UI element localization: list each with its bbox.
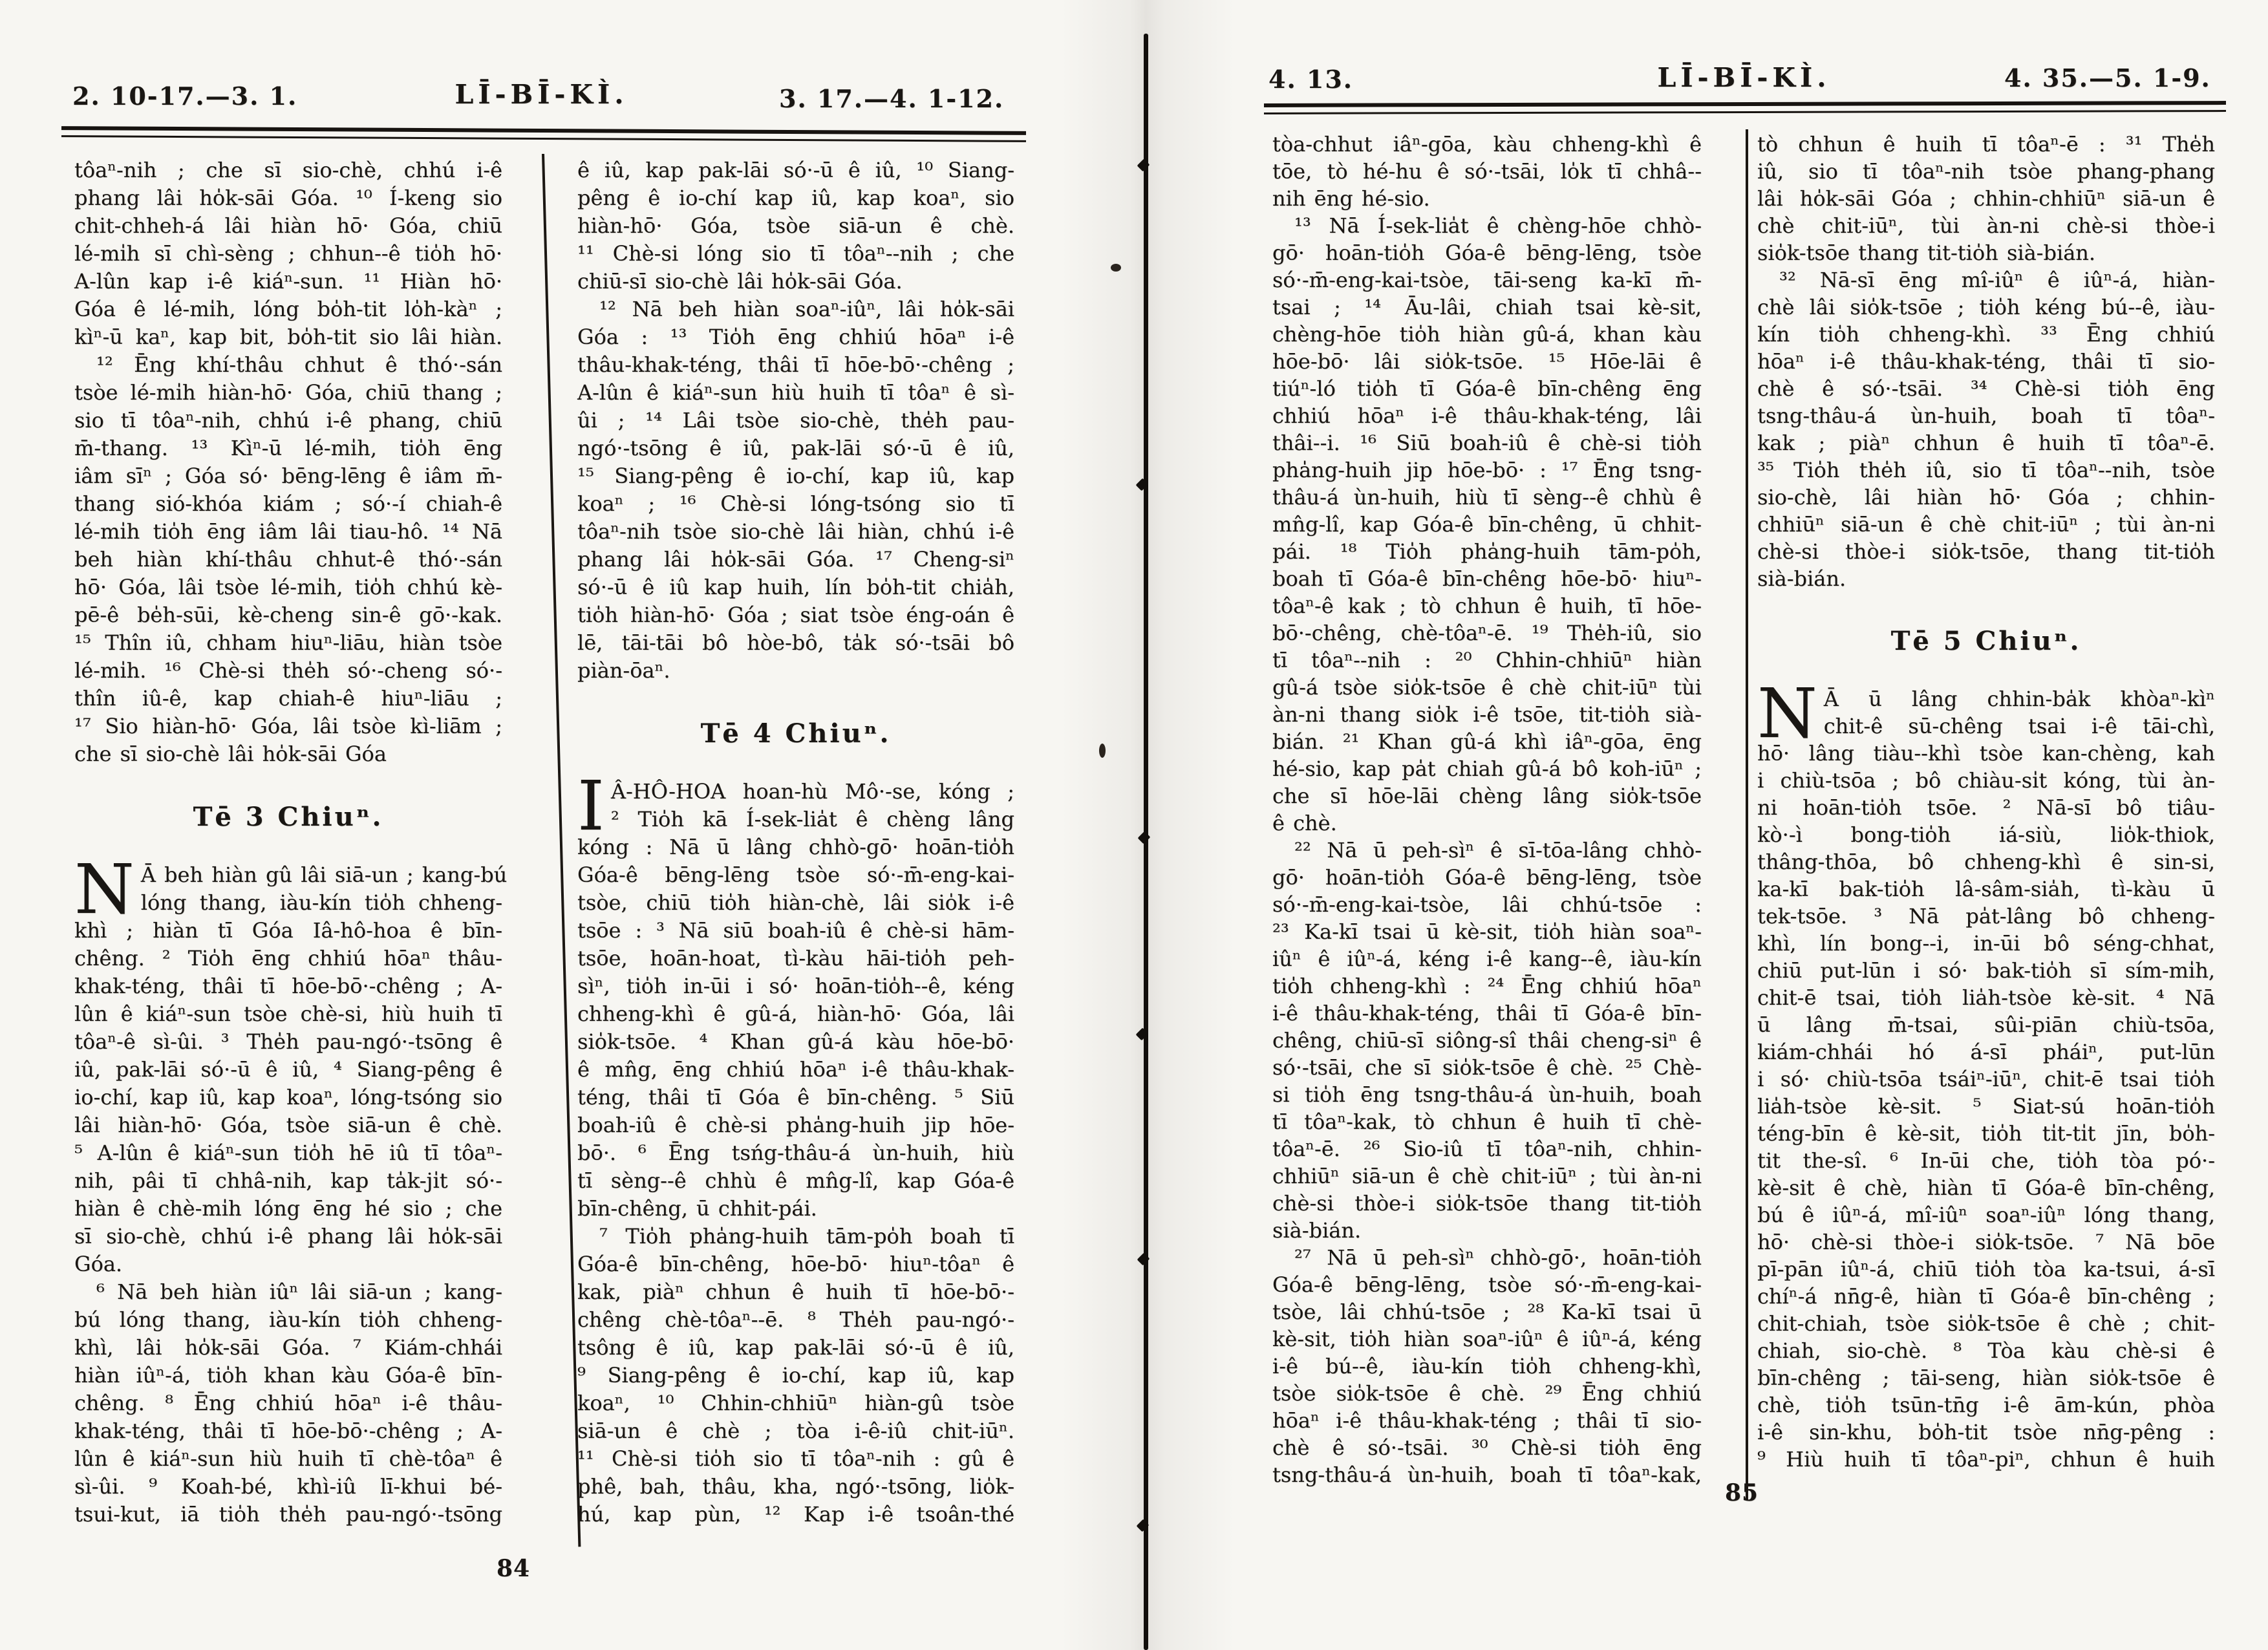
text-line: chit-chiah, tsòe sio̍k-tsōe ê chè ; chit- — [1757, 1311, 2215, 1336]
text-line: A-lûn ê kiáⁿ-sun hiù huih tī tôaⁿ ê sì- — [577, 380, 1014, 405]
text-line: só·-m̄-eng-kai-tsòe, lâi chhú-tsōe : — [1272, 892, 1702, 917]
text-line: boah tī Góa-ê bīn-chêng hōe-bō· hiuⁿ- — [1272, 566, 1702, 591]
chapter-heading: Tē 5 Chiuⁿ. — [1890, 626, 2082, 656]
text-line: ka-kī bak-tio̍h lâ-sâm-sia̍h, tì-kàu ū — [1757, 877, 2215, 901]
text-line: tsui-kut, iā tio̍h the̍h pau-ngó·-tsōng — [74, 1502, 502, 1527]
text-line: Góa-ê bēng-lēng tsòe só·-m̄-eng-kai- — [577, 862, 1014, 887]
text-line: ⁷ Tio̍h pha̍ng-huih tām-po̍h boah tī — [599, 1224, 1014, 1248]
text-line: tôaⁿ-ê kak ; tò chhun ê huih, tī hōe- — [1272, 594, 1702, 618]
text-line: thâng-thōa, bô chheng-khì ê sin-si, — [1757, 850, 2215, 874]
text-line: io-chí, kap iû, kap koaⁿ, lóng-tsóng sio — [74, 1085, 502, 1109]
text-line: ²⁷ Nā ū peh-sìⁿ chhò-gō·, hoān-tio̍h — [1294, 1245, 1702, 1270]
running-ref-right: 3. 17.—4. 1-12. — [779, 84, 1005, 113]
text-line: tī tôaⁿ-kak, tò chhun ê huih tī chè- — [1272, 1109, 1702, 1134]
text-line: chit-ē tsai, tio̍h lia̍h-tsòe kè-sit. ⁴ Nā — [1757, 985, 2215, 1010]
text-line: N Ā ū lâng chhin-ba̍k khòaⁿ-kìⁿ — [1757, 674, 2215, 753]
text-line: siā-un ê chè ; tòa i-ê-iû chit-iūⁿ. — [577, 1419, 1014, 1443]
text-line: téng, thâi tī Góa ê bīn-chêng. ⁵ Siū — [577, 1085, 1014, 1109]
text-line: ni hoān-tio̍h tsōe. ² Nā-sī bô tiâu- — [1757, 795, 2215, 820]
text-line: tsai ; ¹⁴ Āu-lâi, chiah tsai kè-sit, — [1272, 295, 1702, 319]
text-line: chiah, sio-chè. ⁸ Tòa kàu chè-si ê — [1757, 1338, 2215, 1363]
text-line: thâu-khak-téng, thâi tī hōe-bō·-chêng ; — [577, 352, 1014, 377]
running-ref-right: 4. 35.—5. 1-9. — [2004, 63, 2211, 92]
text-line: khak-téng, thâi tī hōe-bō·-chêng ; A- — [74, 974, 502, 998]
text-line: Góa : ¹³ Tio̍h ēng chhiú hōaⁿ i-ê — [577, 325, 1014, 349]
text-line: chit-ê sū-chêng tsai i-ê tāi-chì, — [1823, 714, 2215, 738]
text-line: ¹⁵ Siang-pêng ê io-chí, kap iû, kap — [577, 464, 1014, 488]
text-line: chè ê só·-tsāi. ³⁰ Chè-si tio̍h ēng — [1272, 1435, 1702, 1460]
text-line: tsng-thâu-á ùn-huih, boah tī tôaⁿ-kak, — [1272, 1462, 1702, 1487]
text-line: hō· lâng tiàu--khì tsòe kan-chèng, kah — [1757, 741, 2215, 766]
text-line: iû, pak-lāi só·-ū ê iû, ⁴ Siang-pêng ê — [74, 1057, 502, 1082]
text-line: khak-téng, thâi tī hōe-bō·-chêng ; A- — [74, 1419, 502, 1443]
text-line: i-ê thâu-khak-téng, thâi tī Góa-ê bīn- — [1272, 1001, 1702, 1025]
text-line: boah-iû ê chè-si pha̍ng-huih jip hōe- — [577, 1113, 1014, 1137]
text-line: tsōe : ³ Nā siū boah-iû ê chè-si hām- — [577, 918, 1014, 943]
text-line: chhiūⁿ siā-un ê chè chit-iūⁿ ; tùi àn-ni — [1757, 512, 2215, 537]
text-line: tek-tsōe. ³ Nā pa̍t-lâng bô chheng- — [1757, 904, 2215, 928]
text-line: hōe-bō· lâi sio̍k-tsōe. ¹⁵ Hōe-lāi ê — [1272, 349, 1702, 374]
text-line: Góa-ê bēng-lēng, tsòe só·-m̄-eng-kai- — [1272, 1272, 1702, 1297]
page-number-84: 84 — [497, 1555, 531, 1582]
text-line: tio̍h hiàn-hō· Góa ; siat tsòe éng-oán ê — [577, 603, 1014, 627]
text-line: iûⁿ ê iûⁿ-á, kéng i-ê kang--ê, iàu-kín — [1272, 947, 1702, 971]
text-line: kìⁿ-ū kaⁿ, kap bit, bo̍h-tit sio lâi hiàn. — [74, 325, 502, 349]
text-line: chhiūⁿ siā-un ê chè chit-iūⁿ ; tùi àn-ni — [1272, 1164, 1702, 1188]
column-divider-left-page — [542, 154, 581, 1547]
text-line: só·-tsāi, che sī sio̍k-tsōe ê chè. ²⁵ Chè- — [1272, 1055, 1702, 1080]
text-line: khì, lâi ho̍k-sāi Góa. ⁷ Kiám-chhái — [74, 1335, 502, 1360]
text-line: bō·. ⁶ Ēng tsńg-thâu-á ùn-huih, hiù — [577, 1141, 1014, 1165]
text-line: tiúⁿ-ló tio̍h tī Góa-ê bīn-chêng ēng — [1272, 376, 1702, 401]
text-line: kak, piàⁿ chhun ê huih tī hōe-bō·- — [577, 1280, 1014, 1304]
text-line: ¹³ Nā Í-sek-lia̍t ê chèng-hōe chhò- — [1294, 213, 1702, 238]
text-line: sìⁿ, tio̍h in-ūi i só· hoān-tio̍h--ê, kéng — [577, 974, 1014, 998]
running-ref-left: 2. 10-17.—3. 1. — [72, 81, 298, 111]
chapter-heading: Tē 4 Chiuⁿ. — [700, 718, 892, 749]
text-line: gû-á tsòe sio̍k-tsōe ê chè chit-iūⁿ tùi — [1272, 675, 1702, 700]
text-line: nih ēng hé-sio. — [1272, 186, 1430, 211]
text-line: tòa-chhut iâⁿ-gōa, kàu chheng-khì ê — [1272, 132, 1702, 156]
header-double-rule-bottom — [61, 135, 1026, 142]
text-line: tôaⁿ-nih tsòe sio-chè lâi hiàn, chhú i-ê — [577, 519, 1014, 544]
text-line: bián. ²¹ Khan gû-á khì iâⁿ-gōa, ēng — [1272, 729, 1702, 754]
text-line: àn-ni thang sio̍k i-ê tsōe, tit-tio̍h sià- — [1272, 702, 1702, 727]
text-line: tsng-thâu-á ùn-huih, boah tī tôaⁿ- — [1757, 403, 2215, 428]
text-line: gō· hoān-tio̍h Góa-ê bēng-lēng, tsòe — [1272, 241, 1702, 265]
text-line: chêng. ² Tio̍h ēng chhiú hōaⁿ thâu- — [74, 946, 502, 970]
scan-smudge — [1099, 744, 1106, 758]
text-line: i chiù-tsōa ; bô chiàu-si̍t kóng, tùi àn- — [1757, 768, 2215, 793]
text-line: hú, kap pùn, ¹² Kap i-ê tsoân-thé — [577, 1502, 1014, 1527]
header-double-rule-bottom — [1264, 110, 2226, 114]
text-line: bīn-chêng ; tāi-seng, hiàn sio̍k-tsōe ê — [1757, 1366, 2215, 1390]
text-line: tôaⁿ-ē. ²⁶ Sio-iû tī tôaⁿ-nih, chhin- — [1272, 1137, 1702, 1161]
text-line: khì ; hiàn tī Góa Iâ-hô-hoa ê bīn- — [74, 918, 502, 943]
text-line: ê iû, kap pak-lāi só·-ū ê iû, ¹⁰ Siang- — [577, 158, 1014, 182]
text-line: sià-bián. — [1757, 566, 1846, 591]
left-page-column-2 — [577, 156, 1014, 1528]
text-line: thâi--i. ¹⁶ Siū boah-iû ê chè-si tio̍h — [1272, 431, 1702, 455]
text-line: só·-m̄-eng-kai-tsòe, tāi-seng ka-kī m̄- — [1272, 268, 1702, 292]
page-number-85: 85 — [1725, 1479, 1759, 1506]
text-line: lâi hiàn-hō· Góa, tsòe siā-un ê chè. — [74, 1113, 502, 1137]
text-line: tôaⁿ-nih ; che sī sio-chè, chhú i-ê — [74, 158, 502, 182]
text-line: ⁵ A-lûn ê kiáⁿ-sun tio̍h hē iû tī tôaⁿ- — [74, 1141, 502, 1165]
text-line: kè-sit ê chè, hiàn tī Góa-ê bīn-chêng, — [1757, 1175, 2215, 1200]
text-line: chè lâi sio̍k-tsōe ; tio̍h kéng bú--ê, iàu- — [1757, 295, 2215, 319]
text-line: chhiú hōaⁿ i-ê thâu-khak-téng, lâi — [1272, 403, 1702, 428]
text-line: sio̍k-tsōe thang tit-tio̍h sià-bián. — [1757, 241, 2096, 265]
text-line: m̄-thang. ¹³ Kìⁿ-ū lé-mi̍h, tio̍h ēng — [74, 436, 502, 460]
text-line: ū lâng m̄-tsai, sûi-piān chiù-tsōa, — [1757, 1012, 2215, 1037]
text-line: chè ê só·-tsāi. ³⁴ Chè-si tio̍h ēng — [1757, 376, 2215, 401]
text-line: phang lâi ho̍k-sāi Góa. ¹⁰ Í-keng sio — [74, 186, 502, 210]
text-line: Góa. — [74, 1252, 123, 1276]
text-line: ³⁵ Tio̍h the̍h iû, sio tī tôaⁿ--nih, tsòe — [1757, 458, 2215, 482]
text-line: ²³ Ka-kī tsai ū kè-sit, tio̍h hiàn soaⁿ- — [1272, 919, 1702, 944]
text-line: pha̍ng-huih jip hōe-bō· : ¹⁷ Ēng tsng- — [1272, 458, 1702, 482]
text-line: chiū put-lūn i só· bak-tio̍h sī sím-mi̍h, — [1757, 958, 2215, 983]
left-page-column-1 — [74, 156, 508, 1528]
text-line: bú ê iûⁿ-á, mî-iûⁿ soaⁿ-iûⁿ lóng thang, — [1757, 1203, 2215, 1227]
text-line: tsōe, hoān-hoat, tì-kàu hāi-tio̍h peh- — [577, 946, 1014, 970]
text-line: hiàn ê chè-mi̍h lóng ēng hé sio ; che — [74, 1196, 502, 1221]
text-line: khì, lín bong--i, in-ūi bô séng-chhat, — [1757, 931, 2215, 956]
running-title-right-page: LĪ-BĪ-KÌ. — [1657, 62, 1831, 93]
running-title-left-page: LĪ-BĪ-KÌ. — [455, 79, 628, 110]
text-line: tsòe lé-mi̍h hiàn-hō· Góa, chiū thang ; — [74, 380, 502, 405]
text-line: chêng chè-tôaⁿ--ē. ⁸ The̍h pau-ngó·- — [577, 1307, 1014, 1332]
text-line: kín tio̍h chheng-khì. ³³ Ēng chhiú — [1757, 322, 2215, 347]
text-line: ¹² Ēng khí-thâu chhut ê thó·-sán — [96, 352, 502, 377]
text-line: ⁶ Nā beh hiàn iûⁿ lâi siā-un ; kang- — [96, 1280, 502, 1304]
text-line: pē-ê be̍h-sūi, kè-cheng sin-ê gō·-kak. — [74, 603, 502, 627]
text-line: tsòe, chiū tio̍h hiàn-chè, lâi sio̍k i-ê — [577, 890, 1014, 915]
text-line: ¹⁵ Thîn iû, chham hiuⁿ-liāu, hiàn tsòe — [74, 630, 502, 655]
text-line: ¹⁷ Sio hiàn-hō· Góa, lâi tsòe kì-liām ; — [74, 714, 502, 738]
drop-cap: N — [1757, 674, 1817, 753]
text-line: A-lûn kap i-ê kiáⁿ-sun. ¹¹ Hiàn hō· — [74, 269, 502, 294]
text-line: hiàn iûⁿ-á, tio̍h khan kàu Góa-ê bīn- — [74, 1363, 502, 1388]
text-line: iâm sīⁿ ; Góa só· bēng-lēng ê iâm m̄- — [74, 464, 502, 488]
text-line: lóng thang, iàu-kín tio̍h chheng- — [140, 890, 502, 915]
text-line: kiám-chhái hó á-sī pháiⁿ, put-lūn — [1757, 1040, 2215, 1064]
text-line: lē, tāi-tāi bô hòe-bô, ta̍k só·-tsāi bô — [577, 630, 1014, 655]
text-line: kak ; piàⁿ chhun ê huih tī tôaⁿ-ē. — [1757, 431, 2215, 455]
text-line: chit-chheh-á lâi hiàn hō· Góa, chiū — [74, 213, 502, 238]
text-line: hōaⁿ i-ê thâu-khak-téng, thâi tī sio- — [1757, 349, 2215, 374]
text-line: i-ê bú--ê, iàu-kín tio̍h chheng-khì, — [1272, 1354, 1702, 1378]
text-line: tôaⁿ-ê sì-ûi. ³ The̍h pau-ngó·-tsōng ê — [74, 1029, 502, 1054]
text-line: i só· chiù-tsōa tsáiⁿ-iūⁿ, chit-ē tsai tio̍h — [1757, 1067, 2215, 1091]
text-line: sio tī tôaⁿ-nih, chhú i-ê phang, chiū — [74, 408, 502, 433]
right-page-column-1 — [1272, 131, 1702, 1488]
text-line: tio̍h chheng-khì : ²⁴ Ēng chhiú hōaⁿ — [1272, 974, 1702, 998]
text-line: chèng-hōe tio̍h hiàn gû-á, khan kàu — [1272, 322, 1702, 347]
header-double-rule-top — [61, 126, 1026, 135]
text-line: tōe, tò hé-hu ê só·-tsāi, lo̍k tī chhâ-- — [1272, 159, 1702, 184]
text-line: gō· hoān-tio̍h Góa-ê bēng-lēng, tsòe — [1272, 865, 1702, 890]
text-line: Góa ê lé-mi̍h, lóng bo̍h-tit lo̍h-kàⁿ ; — [74, 297, 502, 321]
text-line: nih, pâi tī chhâ-nih, kap ta̍k-ji̍t só·- — [74, 1168, 502, 1193]
text-line: mn̂g-lî, kap Góa-ê bīn-chêng, ū chhit- — [1272, 512, 1702, 537]
text-line: i-ê sin-khu, bo̍h-tit tsòe nn̄g-pêng : — [1757, 1420, 2215, 1444]
text-line: ûi ; ¹⁴ Lâi tsòe sio-chè, the̍h pau- — [577, 408, 1014, 433]
text-line: lé-mi̍h sī chì-sèng ; chhun--ê tio̍h hō· — [74, 241, 502, 266]
text-line: piàn-ōaⁿ. — [577, 658, 670, 683]
text-line: bīn-chêng, ū chhit-pái. — [577, 1196, 817, 1221]
text-line: lé-mi̍h tio̍h ēng iâm lâi tiau-hô. ¹⁴ Nā — [74, 519, 502, 544]
text-line: tit the-sî. ⁶ In-ūi che, tio̍h tòa pó·- — [1757, 1148, 2215, 1173]
text-line: chêng, chiū-sī siông-sî thâi cheng-siⁿ ê — [1272, 1028, 1702, 1053]
text-line: thang sió-khóa kiám ; só·-í chiah-ê — [74, 491, 502, 516]
drop-cap: N — [74, 850, 134, 929]
text-line: chiū-sī sio-chè lâi ho̍k-sāi Góa. — [577, 269, 903, 294]
text-line: ê mn̂g, ēng chhiú hōaⁿ i-ê thâu-khak- — [577, 1057, 1014, 1082]
text-line: phang lâi ho̍k-sāi Góa. ¹⁷ Cheng-siⁿ — [577, 547, 1014, 572]
text-line: tsông ê iû, kap pak-lāi só·-ū ê iû, — [577, 1335, 1014, 1360]
text-line: thîn iû-ê, kap chiah-ê hiuⁿ-liāu ; — [74, 686, 502, 711]
text-line: tò chhun ê huih tī tôaⁿ-ē : ³¹ The̍h — [1757, 132, 2215, 156]
header-double-rule-top — [1264, 101, 2226, 107]
text-line: tī tôaⁿ--nih : ²⁰ Chhin-chhiūⁿ hiàn — [1272, 648, 1702, 672]
text-line: lâi ho̍k-sāi Góa ; chhin-chhiūⁿ siā-un ê — [1757, 186, 2215, 211]
text-line: tī sèng--ê chhù ê mn̂g-lî, kap Góa-ê — [577, 1168, 1014, 1193]
text-line: chè chit-iūⁿ, tùi àn-ni chè-si thòe-i — [1757, 213, 2215, 238]
text-line: si tio̍h ēng tsng-thâu-á ùn-huih, boah — [1272, 1082, 1702, 1107]
text-line: N Ā beh hiàn gû lâi siā-un ; kang-bú — [74, 850, 508, 929]
text-line: ¹² Nā beh hiàn soaⁿ-iûⁿ, lâi ho̍k-sāi — [599, 297, 1014, 321]
text-line: hiàn-hō· Góa, tsòe siā-un ê chè. — [577, 213, 1014, 238]
text-line: chheng-khì ê gû-á, hiàn-hō· Góa, lâi — [577, 1002, 1014, 1026]
text-line: pêng ê io-chí kap iû, kap koaⁿ, sio — [577, 186, 1014, 210]
text-line: koaⁿ, ¹⁰ Chhin-chhiūⁿ hiàn-gû tsòe — [577, 1391, 1014, 1415]
text-line: hōaⁿ i-ê thâu-khak-téng ; thâi tī sio- — [1272, 1408, 1702, 1433]
text-line: I Â-HÔ-HOA hoan-hù Mô·-se, kóng ; — [577, 766, 1014, 846]
text-line: hé-sio, kap pa̍t chiah gû-á bô koh-iūⁿ ; — [1272, 756, 1702, 781]
text-line: sio̍k-tsōe. ⁴ Khan gû-á kàu hōe-bō· — [577, 1029, 1014, 1054]
text-line: tsòe sio̍k-tsōe ê chè. ²⁹ Ēng chhiú — [1272, 1381, 1702, 1406]
text-line: ⁹ Siang-pêng ê io-chí, kap iû, kap — [577, 1363, 1014, 1388]
text-line: chè-si thòe-i sio̍k-tsōe thang tit-tio̍h — [1272, 1191, 1702, 1216]
text-line: ê chè. — [1272, 811, 1337, 835]
text-line: thâu-á ùn-huih, hiù tī sèng--ê chhù ê — [1272, 485, 1702, 509]
scan-smudge — [1111, 264, 1121, 272]
text-line: chêng. ⁸ Ēng chhiú hōaⁿ i-ê thâu- — [74, 1391, 502, 1415]
text-line: Góa-ê bīn-chêng, hōe-bō· hiuⁿ-tôaⁿ ê — [577, 1252, 1014, 1276]
text-line: phê, bah, thâu, kha, ngó·-tsōng, lio̍k- — [577, 1474, 1014, 1499]
text-line: só·-ū ê iû kap huih, lín bo̍h-tit chia̍h, — [577, 575, 1014, 599]
text-line: ¹¹ Chè-si lóng sio tī tôaⁿ--nih ; che — [577, 241, 1014, 266]
text-line: kò·-ì bong-tio̍h iá-siù, lio̍k-thiok, — [1757, 822, 2215, 847]
text-line: pī-pān iûⁿ-á, chiū tio̍h tòa ka-tsui, á-sī — [1757, 1257, 2215, 1281]
text-line: tsòe, lâi chhú-tsōe ; ²⁸ Ka-kī tsai ū — [1272, 1300, 1702, 1324]
text-line: ⁹ Hiù huih tī tôaⁿ-piⁿ, chhun ê huih — [1757, 1447, 2215, 1472]
text-line: ³² Nā-sī ēng mî-iûⁿ ê iûⁿ-á, hiàn- — [1779, 268, 2215, 292]
text-line: che sī hōe-lāi chèng lâng sio̍k-tsōe — [1272, 784, 1702, 808]
text-line: bú lóng thang, iàu-kín tio̍h chheng- — [74, 1307, 502, 1332]
text-line: sià-bián. — [1272, 1218, 1362, 1243]
text-line: ²² Nā ū peh-sìⁿ ê sī-tōa-lâng chhò- — [1294, 838, 1702, 862]
text-line: téng-bīn ê kè-sit, tio̍h ti̍t-ti̍t jīn, bo̍h- — [1757, 1121, 2215, 1146]
text-line: bō·-chêng, chè-tôaⁿ-ē. ¹⁹ The̍h-iû, sio — [1272, 621, 1702, 645]
text-line: hō· chè-si thòe-i sio̍k-tsōe. ⁷ Nā bōe — [1757, 1230, 2215, 1254]
chapter-heading: Tē 3 Chiuⁿ. — [193, 802, 384, 832]
running-ref-left: 4. 13. — [1268, 65, 1354, 94]
text-line: lé-mi̍h. ¹⁶ Chè-si the̍h só·-cheng só·- — [74, 658, 502, 683]
text-line: kè-sit, tio̍h hiàn soaⁿ-iûⁿ ê iûⁿ-á, kéng — [1272, 1327, 1702, 1351]
text-line: pái. ¹⁸ Tio̍h pha̍ng-huih tām-po̍h, — [1272, 539, 1702, 564]
column-divider-right-page — [1746, 129, 1748, 1500]
text-line: lia̍h-tsòe kè-sit. ⁵ Siat-sú hoān-tio̍h — [1757, 1094, 2215, 1119]
text-line: ¹¹ Chè-si tio̍h sio tī tôaⁿ-nih : gû ê — [577, 1446, 1014, 1471]
text-line: ngó·-tsōng ê iû, pak-lāi só·-ū ê iû, — [577, 436, 1014, 460]
text-line: ² Tio̍h kā Í-sek-lia̍t ê chèng lâng — [610, 807, 1014, 831]
text-line: kóng : Nā ū lâng chhò-gō· hoān-tio̍h — [577, 835, 1014, 859]
text-line: chè, tio̍h tsūn-tn̄g i-ê ām-kún, phòa — [1757, 1393, 2215, 1417]
text-line: chíⁿ-á nn̄g-ê, hiàn tī Góa-ê bīn-chêng ; — [1757, 1284, 2215, 1309]
text-line: sī sio-chè, chhú i-ê phang lâi ho̍k-sāi — [74, 1224, 502, 1248]
right-page-column-2 — [1757, 131, 2215, 1473]
text-line: lûn ê kiáⁿ-sun tsòe chè-si, hiù huih tī — [74, 1002, 502, 1026]
text-line: koaⁿ ; ¹⁶ Chè-si lóng-tsóng sio tī — [577, 491, 1014, 516]
text-line: chè-si thòe-i sio̍k-tsōe, thang tit-tio̍h — [1757, 539, 2215, 564]
text-line: che sī sio-chè lâi ho̍k-sāi Góa — [74, 742, 387, 766]
text-line: iû, sio tī tôaⁿ-nih tsòe phang-phang — [1757, 159, 2215, 184]
text-line: lûn ê kiáⁿ-sun hiù huih tī chè-tôaⁿ ê — [74, 1446, 502, 1471]
text-line: sì-ûi. ⁹ Koah-bé, khì-iû lī-khui bé- — [74, 1474, 502, 1499]
text-line: hō· Góa, lâi tsòe lé-mi̍h, tio̍h chhú kè- — [74, 575, 502, 599]
text-line: beh hiàn khí-thâu chhut-ê thó·-sán — [74, 547, 502, 572]
drop-cap: I — [577, 766, 604, 846]
text-line: sio-chè, lâi hiàn hō· Góa ; chhin- — [1757, 485, 2215, 509]
